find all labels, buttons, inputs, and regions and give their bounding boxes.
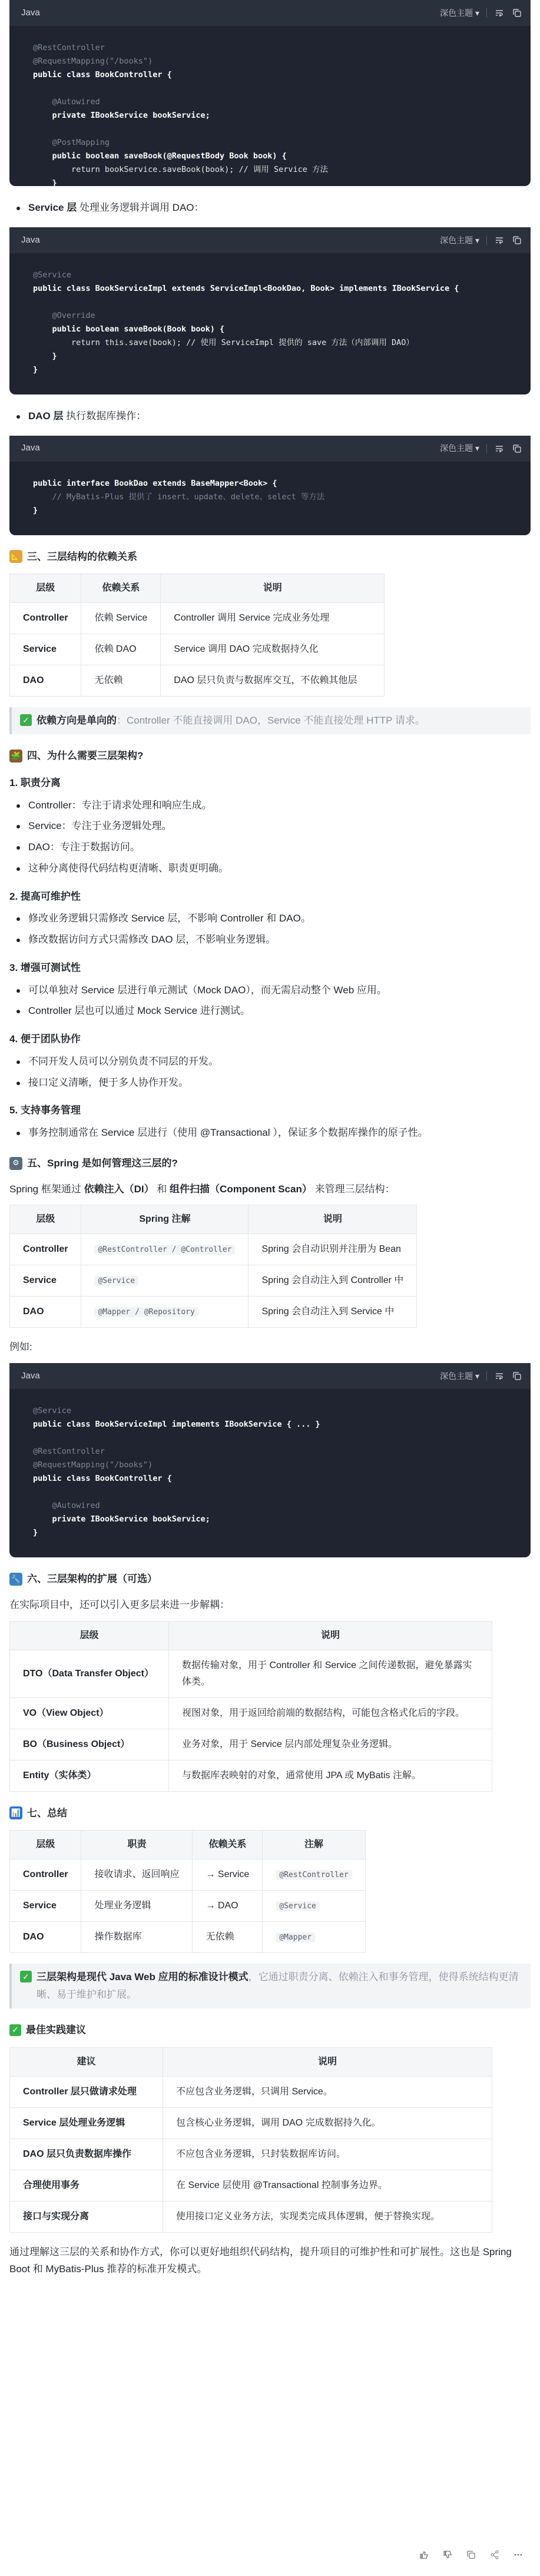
table-header-cell: 说明 [161,574,385,603]
divider [486,236,487,245]
closing-paragraph: 通过理解这三层的关系和协作方式，你可以更好地组织代码结构，提升项目的可维护性和可扩展性。这也是 Spring Boot 和 MyBatis-Plus 推荐的标准开发模式。 [9,2246,512,2275]
list-item: DAO 层 执行数据库操作： [9,407,531,425]
code-content: @Service public class BookServiceImpl extends ServiceImpl<BookDao, Book> implements IBookService { @Override public boolean saveBook(Book book) { return this.save(book); // 使用 ServiceImpl 提供的 save 方法（内部调用 DAO） } } [33,270,459,374]
bullet-list [9,982,531,1020]
table-header-row [10,1621,492,1650]
table-row: DAO 操作数据库 无依赖 @Mapper [10,1922,366,1953]
table-header-cell: 层级 [10,1205,81,1234]
section-heading: 📐 三、三层结构的依赖关系 [9,548,531,566]
section-intro: Spring 框架通过 依赖注入（DI） 和 组件扫描（Component Scan） 来管理三层结构： [9,1183,395,1195]
table-row: Entity（实体类） 与数据库表映射的对象，通常使用 JPA 或 MyBatis 注解。 [10,1760,492,1791]
section-intro: 在实际项目中，还可以引入更多层来进一步解耦： [9,1599,230,1610]
table-row: Service 层处理业务逻辑 包含核心业务逻辑，调用 DAO 完成数据持久化。 [10,2107,492,2139]
table-row: DAO 无依赖 DAO 层只负责与数据库交互，不依赖其他层 [10,665,385,697]
table-header-row [10,2047,492,2076]
divider [486,8,487,18]
list-item: 不同开发人员可以分别负责不同层的开发。 [9,1053,531,1070]
table-header-cell: 层级 [10,1621,169,1650]
ruler-icon: 📐 [9,550,22,563]
code-block-header [9,227,531,253]
list-item: Controller：专注于请求处理和响应生成。 [9,797,531,814]
list-item: 事务控制通常在 Service 层进行（使用 @Transactional ），保证多个数据库操作的原子性。 [9,1124,531,1142]
table-header-cell: 说明 [169,1621,492,1650]
table-header-cell: 说明 [249,1205,417,1234]
code-block-header [9,436,531,462]
bullet-list [9,797,531,877]
table-header-cell: 依赖关系 [193,1831,263,1859]
bullet-list [9,1124,531,1142]
table-row: Controller 接收请求、返回响应 → Service @RestController [10,1859,366,1891]
code-block-dao [9,436,531,535]
wrap-icon[interactable] [494,8,505,18]
table-row: 合理使用事务 在 Service 层使用 @Transactional 控制事务边界。 [10,2170,492,2201]
code-content: @RestController @RequestMapping("/books") public class BookController { @Autowired private IBookService bookService; @PostMapping public boolean saveBook(@RequestBody Book book) { return bookService.saveBook(book); // 调用 Service 方法 } } [33,43,329,201]
list-item: 修改数据访问方式只需修改 DAO 层，不影响业务逻辑。 [9,931,531,949]
divider [486,1371,487,1381]
code-block-header [9,1363,531,1389]
share-icon[interactable] [489,2550,500,2560]
table-header-cell: 依赖关系 [81,574,161,603]
code-block-service [9,227,531,394]
subsection-heading: 1. 职责分离 [9,777,61,788]
code-language-label: Java [21,1370,40,1381]
wrap-icon[interactable] [494,235,505,246]
dao-intro-list [9,407,531,425]
table-row: Service @Service Spring 会自动注入到 Controller 中 [10,1265,417,1297]
check-icon: ✓ [20,1971,32,1982]
table-header-row [10,1831,366,1859]
table-row: Service 依赖 DAO Service 调用 DAO 完成数据持久化 [10,634,385,665]
code-content: @Service public class BookServiceImpl implements IBookService { ... } @RestController @RequestMapping("/books") public class BookController { @Autowired private IBookService bookService; } [33,1406,320,1537]
code-language-label: Java [21,443,40,453]
code-language-label: Java [21,234,40,245]
code-block-controller [9,0,531,201]
table-row: BO（Business Object） 业务对象，用于 Service 层内部处理复杂业务逻辑。 [10,1729,492,1760]
brain-icon: 🧩 [9,750,22,762]
thumbs-down-icon[interactable] [442,2550,453,2560]
code-tools [440,441,522,456]
extension-table [9,1621,492,1792]
subsection-heading: 3. 增强可测试性 [9,962,81,973]
thumbs-up-icon[interactable] [419,2550,429,2560]
message-actions [419,2550,524,2560]
list-item: Controller 层也可以通过 Mock Service 进行测试。 [9,1002,531,1020]
table-row: VO（View Object） 视图对象，用于返回给前端的数据结构，可能包含格式化后的字段。 [10,1698,492,1729]
code-tools [440,233,522,248]
bullet-list [9,1053,531,1092]
table-row: Controller @RestController / @Controller Spring 会自动识别并注册为 Bean [10,1234,417,1265]
section-heading: ✓ 最佳实践建议 [9,2021,531,2039]
section-heading: 🧩 四、为什么需要三层架构? [9,747,531,765]
subsection-heading: 4. 便于团队协作 [9,1033,81,1045]
code-language-label: Java [21,7,40,18]
table-header-cell: 层级 [10,574,81,603]
theme-toggle-button[interactable]: 深色主题 ▾ [440,8,479,18]
code-block-example [9,1363,531,1557]
table-header-row [10,1205,417,1234]
copy-icon[interactable] [512,235,522,246]
section-heading: 🔧 六、三层架构的扩展（可选） [9,1570,531,1588]
list-item: Service：专注于业务逻辑处理。 [9,817,531,835]
gear-icon: ⚙ [9,1157,22,1170]
list-item: Service 层 处理业务逻辑并调用 DAO： [9,199,531,217]
list-item: 接口定义清晰，便于多人协作开发。 [9,1074,531,1092]
section-heading: ⚙ 五、Spring 是如何管理这三层的? [9,1155,531,1172]
best-practice-table [9,2047,492,2233]
table-row: DAO @Mapper / @Repository Spring 会自动注入到 Service 中 [10,1297,417,1328]
table-row: 接口与实现分离 使用接口定义业务方法，实现类完成具体逻辑，便于替换实现。 [10,2201,492,2232]
code-block-header [9,0,531,26]
wrench-icon: 🔧 [9,1573,22,1586]
copy-icon[interactable] [512,1371,522,1381]
table-header-cell: 说明 [163,2047,492,2076]
copy-icon[interactable] [466,2550,476,2560]
list-item: 这种分离使得代码结构更清晰、职责更明确。 [9,860,531,877]
copy-icon[interactable] [512,8,522,18]
bullet-list [9,910,531,949]
wrap-icon[interactable] [494,1371,505,1381]
theme-toggle-button[interactable]: 深色主题 ▾ [440,235,479,245]
divider [486,444,487,453]
table-header-cell: 层级 [10,1831,81,1859]
table-header-row [10,574,385,603]
callout-note: ✓ 三层架构是现代 Java Web 应用的标准设计模式，它通过职责分离、依赖注入和事务管理，使得系统结构更清晰、易于维护和扩展。 [9,1964,531,2008]
copy-icon[interactable] [512,443,522,454]
chart-icon: 📊 [9,1806,22,1819]
table-header-cell: 建议 [10,2047,163,2076]
table-header-cell: 职责 [81,1831,193,1859]
more-icon[interactable] [513,2550,524,2560]
table-row: Service 处理业务逻辑 → DAO @Service [10,1891,366,1922]
callout-note: ✓ 依赖方向是单向的：Controller 不能直接调用 DAO，Service 不能直接处理 HTTP 请求。 [9,707,531,734]
wrap-icon[interactable] [494,443,505,454]
table-header-cell: Spring 注解 [81,1205,249,1234]
dependency-table [9,573,385,697]
table-row: DTO（Data Transfer Object） 数据传输对象，用于 Controller 和 Service 之间传递数据，避免暴露实体类。 [10,1650,492,1698]
table-row: Controller 依赖 Service Controller 调用 Service 完成业务处理 [10,603,385,634]
service-intro-list [9,199,531,217]
list-item: DAO：专注于数据访问。 [9,838,531,856]
code-tools [440,6,522,21]
subsection-heading: 2. 提高可维护性 [9,890,81,902]
table-row: DAO 层只负责数据库操作 不应包含业务逻辑，只封装数据库访问。 [10,2139,492,2170]
summary-table [9,1830,366,1953]
example-label: 例如: [9,1341,32,1353]
table-header-cell: 注解 [263,1831,365,1859]
spring-annotation-table [9,1205,417,1328]
subsection-heading: 5. 支持事务管理 [9,1105,81,1116]
code-tools [440,1369,522,1384]
check-icon: ✓ [9,2024,21,2036]
check-icon: ✓ [20,714,32,726]
theme-toggle-button[interactable]: 深色主题 ▾ [440,1371,479,1381]
code-content: public interface BookDao extends BaseMapper<Book> { // MyBatis-Plus 提供了 insert、update、delete、select 等方法 } [33,478,325,515]
section-heading: 📊 七、总结 [9,1805,531,1822]
table-row: Controller 层只做请求处理 不应包含业务逻辑，只调用 Service。 [10,2076,492,2107]
list-item: 修改业务逻辑只需修改 Service 层，不影响 Controller 和 DAO。 [9,910,531,927]
list-item: 可以单独对 Service 层进行单元测试（Mock DAO），而无需启动整个 Web 应用。 [9,982,531,999]
theme-toggle-button[interactable]: 深色主题 ▾ [440,443,479,453]
